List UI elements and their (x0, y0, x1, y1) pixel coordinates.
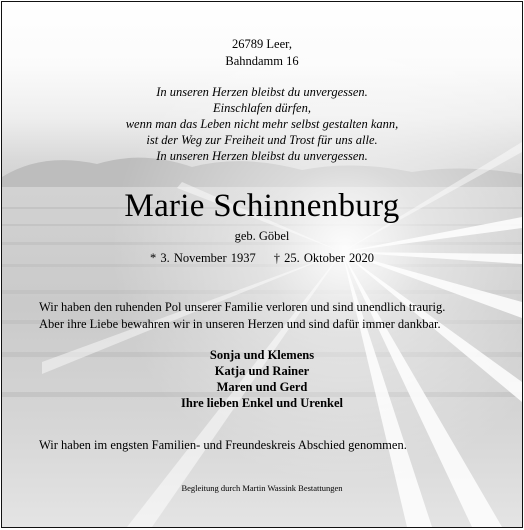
obituary-notice (1, 1, 523, 528)
deceased-name: Marie Schinnenburg (124, 188, 400, 224)
mourner-entry: Ihre lieben Enkel und Urenkel (180, 396, 344, 410)
poem-line: wenn man das Leben nicht mehr selbst gestalten kann, (125, 117, 399, 131)
life-dates (2, 250, 522, 266)
birth-date: * 3. November 1937 (150, 251, 256, 265)
closing-line: Wir haben im engsten Familien- und Freundeskreis Abschied genommen. (39, 438, 407, 452)
message-line: Aber ihre Liebe bewahren wir in unseren Herzen und sind dafür immer dankbar. (39, 316, 441, 331)
poem-line: In unseren Herzen bleibst du unvergessen. (156, 85, 368, 99)
funeral-home-credit: Begleitung durch Martin Wassink Bestattungen (181, 483, 343, 493)
poem-line: Einschlafen dürfen, (213, 101, 311, 115)
message-line: Wir haben den ruhenden Pol unserer Familie verloren und sind unendlich traurig. (39, 300, 446, 314)
mourner-entry: Maren und Gerd (216, 380, 308, 394)
poem-line: ist der Weg zur Freiheit und Trost für uns alle. (146, 133, 378, 147)
death-date: † 25. Oktober 2020 (273, 251, 374, 265)
notice-content (2, 2, 522, 527)
message-paragraph (39, 299, 509, 332)
address-line: 26789 Leer, (232, 37, 292, 51)
address-block (2, 36, 522, 69)
mourner-entry: Sonja und Klemens (209, 348, 315, 362)
poem-block (2, 84, 522, 164)
maiden-name: geb. Göbel (234, 229, 290, 243)
mourner-entry: Katja und Rainer (214, 364, 310, 378)
address-line: Bahndamm 16 (225, 53, 299, 68)
poem-line: In unseren Herzen bleibst du unvergessen. (156, 149, 368, 163)
mourners-list (2, 347, 522, 411)
